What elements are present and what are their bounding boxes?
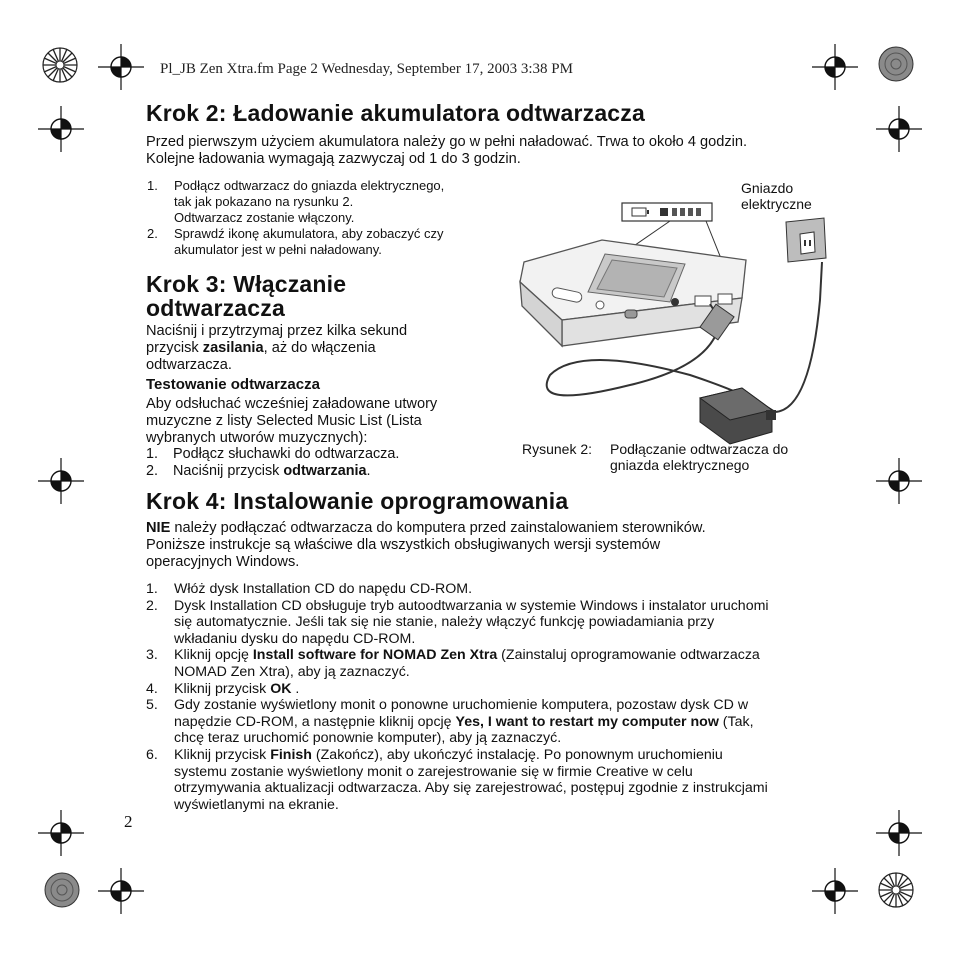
list-item bbox=[146, 581, 836, 598]
crosshair-mark-icon bbox=[812, 44, 858, 90]
registration-mark-icon bbox=[876, 870, 916, 910]
step4-intro-line: operacyjnych Windows. bbox=[146, 554, 300, 570]
list-number: 1. bbox=[147, 178, 158, 193]
figure-caption-line: Podłączanie odtwarzacza do bbox=[610, 441, 789, 457]
list-text: Odtwarzacz zostanie włączony. bbox=[174, 210, 355, 225]
list-item bbox=[146, 747, 836, 813]
list-text: NOMAD Zen Xtra), aby ją zaznaczyć. bbox=[174, 663, 410, 680]
list-item bbox=[147, 226, 517, 258]
warning-term: NIE bbox=[146, 520, 171, 536]
list-text: się automatycznie. Jeśli tak się nie stanie, należy włączyć funkcję powiadamiania przy bbox=[174, 614, 715, 631]
crosshair-mark-icon bbox=[38, 106, 84, 152]
step4-intro-line: Poniższe instrukcje są właściwe dla wszystkich obsługiwanych wersji systemów bbox=[146, 537, 661, 553]
step3-line: Naciśnij i przytrzymaj przez kilka sekund bbox=[146, 323, 408, 339]
step3-line: odtwarzacza. bbox=[146, 357, 232, 373]
test-section-title: Testowanie odtwarzacza bbox=[146, 376, 320, 393]
finish-button-term: Finish bbox=[270, 746, 312, 763]
test-line: Aby odsłuchać wcześniej załadowane utwory bbox=[146, 396, 438, 412]
figure-player-charging bbox=[510, 170, 840, 450]
gray-registration-disc-icon bbox=[876, 44, 916, 84]
text-run: Kliknij przycisk bbox=[174, 680, 271, 697]
outlet-label bbox=[741, 180, 812, 212]
step2-title: Krok 2: Ładowanie akumulatora odtwarzacza bbox=[146, 100, 645, 126]
test-intro bbox=[146, 396, 437, 447]
step3-title-line: Krok 3: Włączanie bbox=[146, 271, 347, 297]
play-button-term: odtwarzania bbox=[283, 462, 367, 479]
step2-intro-line: Kolejne ładowania wymagają zazwyczaj od 1 do 3 godzin. bbox=[146, 151, 521, 167]
text-run: należy podłączać odtwarzacza do komputera przed zainstalowaniem sterowników. bbox=[170, 520, 706, 536]
outlet-label-line: Gniazdo bbox=[741, 180, 794, 196]
crosshair-mark-icon bbox=[38, 810, 84, 856]
list-number: 2. bbox=[147, 226, 158, 241]
ok-button-term: OK bbox=[270, 680, 292, 697]
crosshair-mark-icon bbox=[876, 458, 922, 504]
list-item bbox=[146, 647, 836, 680]
text-run: , aż do włączenia bbox=[263, 340, 376, 356]
step3-title bbox=[146, 272, 346, 320]
list-text bbox=[174, 647, 836, 664]
figure-caption-label: Rysunek 2: bbox=[522, 441, 593, 457]
list-text: Sprawdź ikonę akumulatora, aby zobaczyć czy bbox=[174, 226, 444, 241]
registration-mark-icon bbox=[40, 45, 80, 85]
list-number: 4. bbox=[146, 680, 158, 697]
figure-caption-line: gniazda elektrycznego bbox=[610, 457, 750, 473]
list-text: Podłącz słuchawki do odtwarzacza. bbox=[173, 446, 400, 462]
test-list bbox=[146, 446, 399, 480]
crosshair-mark-icon bbox=[812, 868, 858, 914]
step3-title-line: odtwarzacza bbox=[146, 295, 285, 321]
list-text: wkładaniu dysku do napędu CD-ROM. bbox=[174, 630, 416, 647]
list-number: 1. bbox=[146, 581, 158, 597]
list-text: Włóż dysk Installation CD do napędu CD-ROM. bbox=[174, 581, 473, 597]
step4-intro bbox=[146, 520, 706, 571]
list-text: Podłącz odtwarzacz do gniazda elektrycznego, bbox=[174, 178, 445, 193]
list-item bbox=[147, 178, 517, 226]
list-text: wyświetlanymi na ekranie. bbox=[174, 796, 339, 813]
outlet-label-line: elektryczne bbox=[741, 196, 812, 212]
install-steps-list bbox=[146, 581, 836, 813]
list-number: 2. bbox=[146, 462, 159, 479]
text-run: przycisk bbox=[146, 340, 203, 356]
list-item bbox=[146, 598, 836, 648]
step2-intro-line: Przed pierwszym użyciem akumulatora należy go w pełni naładować. Trwa to około 4 godzin. bbox=[146, 134, 748, 150]
list-text bbox=[174, 714, 836, 731]
list-text bbox=[174, 747, 836, 764]
install-option-term: Install software for NOMAD Zen Xtra bbox=[252, 647, 498, 664]
gray-registration-disc-icon bbox=[42, 870, 82, 910]
list-number: 1. bbox=[146, 446, 159, 462]
list-text: Naciśnij przycisk bbox=[173, 462, 284, 479]
power-button-term: zasilania bbox=[202, 340, 264, 356]
list-text: chcę teraz uruchomić ponownie komputer), aby ją zaznaczyć. bbox=[174, 730, 562, 747]
text-run: (Tak, bbox=[718, 713, 754, 730]
text-run: Kliknij opcję bbox=[174, 647, 253, 664]
crosshair-mark-icon bbox=[98, 44, 144, 90]
crosshair-mark-icon bbox=[876, 106, 922, 152]
list-item bbox=[146, 681, 836, 698]
list-text: Dysk Installation CD obsługuje tryb autoodtwarzania w systemie Windows i instalator uruchomi bbox=[174, 597, 769, 614]
figure-caption bbox=[610, 441, 788, 473]
list-number: 2. bbox=[146, 597, 158, 614]
list-text: otrzymywania aktualizacji odtwarzacza. Aby się zarejestrować, postępuj zgodnie z instrukcjami bbox=[174, 780, 768, 797]
list-number: 3. bbox=[146, 647, 158, 664]
list-item bbox=[146, 446, 399, 463]
step2-intro bbox=[146, 134, 747, 168]
crosshair-mark-icon bbox=[876, 810, 922, 856]
step4-title: Krok 4: Instalowanie oprogramowania bbox=[146, 488, 569, 514]
list-text: Gdy zostanie wyświetlony monit o ponowne uruchomienie komputera, pozostaw dysk CD w bbox=[174, 697, 749, 714]
text-run: Kliknij przycisk bbox=[174, 746, 271, 763]
text-run: (Zainstaluj oprogramowanie odtwarzacza bbox=[497, 647, 760, 664]
text-run: (Zakończ), aby ukończyć instalację. Po ponownym uruchomieniu bbox=[311, 746, 723, 763]
list-item bbox=[146, 463, 399, 480]
step3-line bbox=[146, 340, 407, 357]
text-run: . bbox=[291, 680, 300, 697]
page-number: 2 bbox=[124, 812, 133, 831]
list-text: tak jak pokazano na rysunku 2. bbox=[174, 194, 354, 209]
crosshair-mark-icon bbox=[98, 868, 144, 914]
power-outlet-icon bbox=[786, 218, 826, 262]
test-line: muzyczne z listy Selected Music List (Lista bbox=[146, 413, 422, 429]
list-number: 5. bbox=[146, 697, 158, 714]
list-item bbox=[146, 697, 836, 747]
list-text: . bbox=[366, 462, 371, 479]
crosshair-mark-icon bbox=[38, 458, 84, 504]
text-run: napędzie CD-ROM, a następnie kliknij opcję bbox=[174, 713, 456, 730]
list-text: systemu zostanie wyświetlony monit o zarejestrowanie się w firmie Creative w celu bbox=[174, 763, 693, 780]
power-adapter bbox=[700, 388, 776, 444]
restart-option-term: Yes, I want to restart my computer now bbox=[455, 713, 719, 730]
step3-instructions bbox=[146, 323, 407, 374]
test-line: wybranych utworów muzycznych): bbox=[146, 430, 368, 446]
step4-warning bbox=[146, 520, 706, 537]
list-text: akumulator jest w pełni naładowany. bbox=[174, 242, 382, 257]
file-slug-header: Pl_JB Zen Xtra.fm Page 2 Wednesday, September 17, 2003 3:38 PM bbox=[160, 61, 573, 77]
step2-list bbox=[147, 178, 517, 258]
list-number: 6. bbox=[146, 746, 158, 763]
